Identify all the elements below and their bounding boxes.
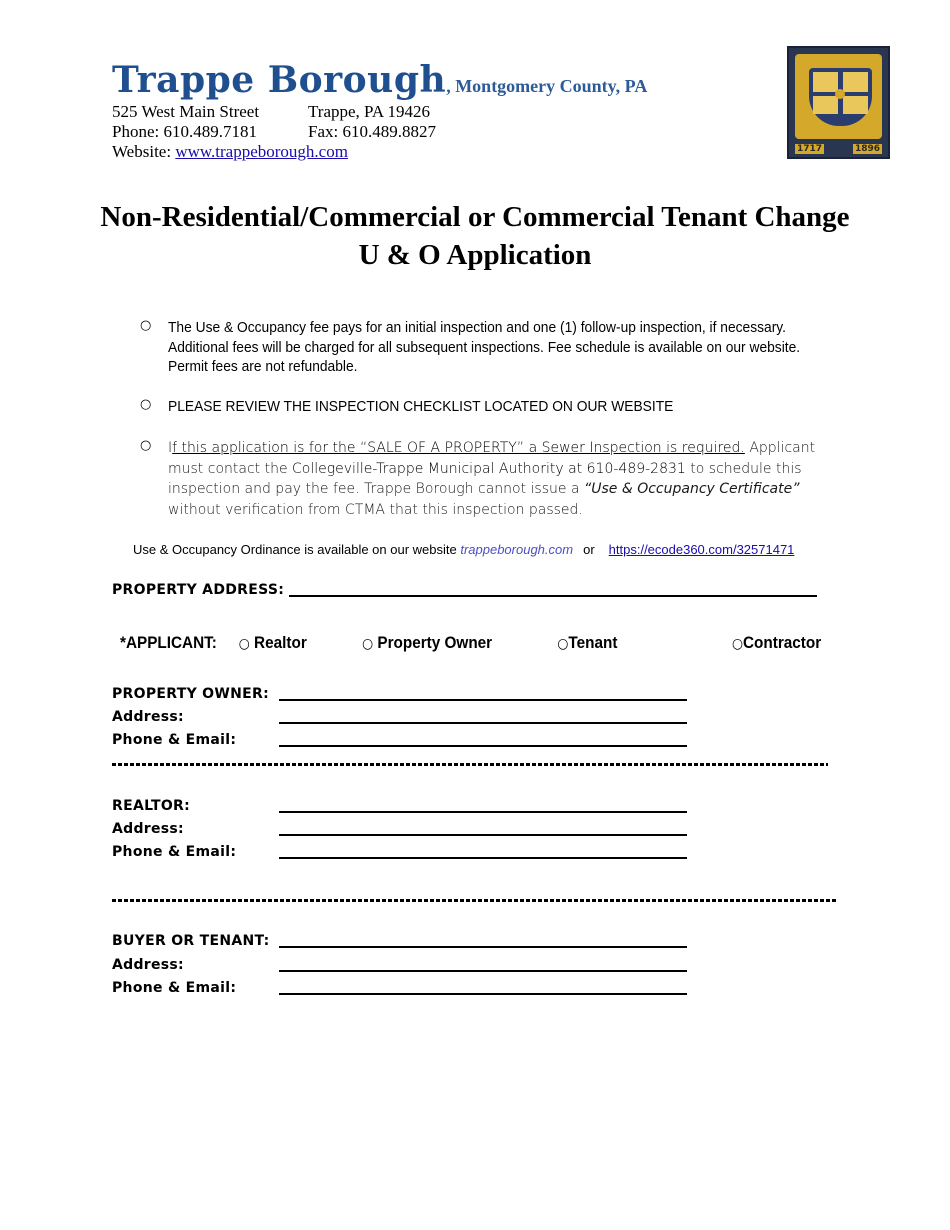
seal-year-right: 1896 [854, 144, 880, 154]
list-item [140, 397, 830, 417]
buyer-tenant-field[interactable] [279, 946, 687, 948]
borough-seal-image [787, 46, 890, 159]
property-address-label: PROPERTY ADDRESS: [112, 582, 285, 598]
realtor-address-row [112, 821, 692, 841]
property-address-field[interactable] [289, 595, 817, 597]
bullet-circle-icon: ○ [140, 438, 152, 453]
authority-contact: Collegeville-Trappe Municipal Authority at 610-489-2831 [292, 460, 686, 477]
owner-address-field[interactable] [279, 722, 687, 724]
list-item [140, 318, 830, 377]
ordinance-or: or [583, 542, 595, 557]
realtor-phone-row [112, 844, 692, 864]
section-divider [112, 763, 828, 766]
property-address-row [112, 582, 822, 602]
radio-circle-icon: ○ [732, 636, 743, 652]
property-owner-label: PROPERTY OWNER: [112, 686, 269, 702]
applicant-type-group [120, 633, 822, 659]
buyer-tenant-row [112, 933, 692, 953]
notice-text: Applicant must contact the [168, 440, 816, 477]
sewer-inspection-notice [168, 438, 830, 520]
instruction-list [140, 318, 830, 540]
realtor-label: REALTOR: [112, 798, 191, 814]
option-contractor[interactable] [732, 633, 821, 653]
bullet-circle-icon: ○ [140, 396, 152, 412]
option-property-owner[interactable] [362, 633, 492, 653]
radio-circle-icon: ○ [362, 636, 374, 652]
buyer-tenant-label: BUYER OR TENANT: [112, 933, 270, 949]
buyer-phone-email-field[interactable] [279, 993, 687, 995]
realtor-row [112, 798, 692, 818]
ecode-link[interactable]: https://ecode360.com/32571471 [608, 542, 795, 557]
owner-phone-email-field[interactable] [279, 745, 687, 747]
ordinance-text: Use & Occupancy Ordinance is available on our website [133, 542, 461, 557]
city-state-zip: Trappe, PA 19426 [308, 102, 431, 121]
radio-circle-icon: ○ [238, 636, 250, 652]
option-label: Contractor [742, 633, 822, 652]
address-label: Address: [112, 709, 184, 725]
notice-prefix: I [168, 440, 173, 456]
org-county: , Montgomery County, PA [446, 76, 648, 96]
option-label: Realtor [254, 633, 307, 652]
realtor-phone-email-field[interactable] [279, 857, 687, 859]
option-label: Property Owner [377, 633, 493, 652]
phone-email-label: Phone & Email: [112, 980, 237, 996]
form-title [100, 198, 850, 274]
address-label: Address: [112, 957, 184, 973]
buyer-phone-row [112, 980, 692, 1000]
website-label: Website: [112, 142, 176, 161]
fee-notice: The Use & Occupancy fee pays for an initial inspection and one (1) follow-up inspection, if necessary. Additional fees will be charged for all subsequent inspections. Fee schedule is available on our website. Permit fees are not refundable. [168, 319, 801, 375]
seal-field [795, 54, 882, 139]
address-row [112, 102, 792, 122]
property-owner-row [112, 686, 692, 706]
checklist-notice: PLEASE REVIEW THE INSPECTION CHECKLIST LOCATED ON OUR WEBSITE [168, 397, 674, 415]
option-realtor[interactable] [239, 633, 307, 653]
notice-text: without verification from CTMA that this inspection passed. [168, 501, 583, 518]
seal-shield-icon [809, 68, 872, 126]
option-label: Tenant [568, 633, 618, 652]
website-link[interactable]: www.trappeborough.com [175, 142, 348, 161]
notice-text: to schedule this inspection and pay the fee. Trappe Borough cannot issue a [168, 460, 802, 497]
notice-underlined: f this application is for the “SALE OF A PROPERTY” a Sewer Inspection is required. [172, 440, 745, 456]
phone-email-label: Phone & Email: [112, 844, 237, 860]
list-item [140, 438, 830, 520]
buyer-address-field[interactable] [279, 970, 687, 972]
contact-row [112, 122, 792, 142]
owner-address-row [112, 709, 692, 729]
street-address: 525 West Main Street [112, 102, 260, 121]
org-line [112, 60, 792, 102]
bullet-circle-icon: ○ [140, 318, 152, 333]
fax-number: Fax: 610.489.8827 [308, 122, 436, 141]
option-tenant[interactable] [557, 633, 617, 653]
seal-emblem-icon [809, 68, 872, 126]
org-name: Trappe Borough [112, 59, 447, 101]
radio-circle-icon: ○ [557, 636, 569, 652]
realtor-address-field[interactable] [279, 834, 687, 836]
property-owner-field[interactable] [279, 699, 687, 701]
certificate-name: “Use & Occupancy Certificate” [583, 481, 800, 497]
buyer-address-row [112, 957, 692, 977]
applicant-label: *APPLICANT: [120, 633, 217, 652]
seal-year-left: 1717 [797, 144, 823, 154]
ordinance-note [133, 542, 794, 557]
phone-email-label: Phone & Email: [112, 732, 237, 748]
website-row [112, 142, 792, 162]
ordinance-site: trappeborough.com [460, 542, 574, 557]
owner-phone-row [112, 732, 692, 752]
phone-number: Phone: 610.489.7181 [112, 122, 257, 141]
address-label: Address: [112, 821, 184, 837]
letterhead [112, 60, 792, 162]
realtor-field[interactable] [279, 811, 687, 813]
title-line-2: U & O Application [358, 239, 592, 271]
title-line-1: Non-Residential/Commercial or Commercial Tenant Change [100, 201, 850, 233]
section-divider [112, 899, 836, 902]
